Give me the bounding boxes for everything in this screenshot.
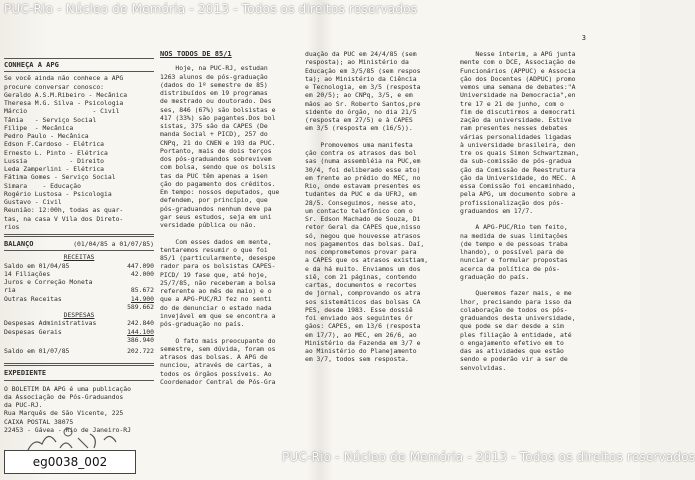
divider — [4, 250, 154, 251]
member-line: Pedro Paulo - Mecânica — [4, 132, 89, 140]
catalog-label: eg0038_002 — [4, 450, 136, 474]
member-line: Ernesto L. Pinto - Elétrica — [4, 148, 108, 157]
member-line: Rogério Lustosa - Psicologia — [4, 189, 112, 198]
middle-column — [160, 50, 308, 386]
meeting-info: Reunião: 12:00h, todas as quar- tas, na casa V Vila dos Direto- rios — [4, 206, 124, 231]
receitas-label: RECEITAS — [63, 253, 95, 262]
balance-period: (01/04/85 a 01/07/85) — [73, 240, 154, 248]
middle-column-2 — [305, 50, 450, 364]
receita-row — [4, 270, 154, 278]
receita-label: Juros e Correção Moneta ria — [4, 278, 93, 295]
receita-row — [4, 295, 154, 303]
despesa-label: Despesas Gerais — [4, 327, 62, 336]
member-line: Geraldo A.S.M.Ribeiro - Mecânica — [4, 90, 128, 99]
despesas-label: DESPESAS — [63, 311, 95, 319]
divider — [4, 71, 154, 72]
article-text-right: Nesse ínterim, a APG junta mente com o DCE, Associação de Funcionários (APPUC) e Associa ção dos Docentes (ADPUC) promo vemos uma semana de debates:"A Universidade na Democracia",en tre 17 e 21 de junho, com o fim de discutirmos a democrati zação da universidade. Estive ram presentes nesses debates várias personalidades ligadas à universidade brasileira, den tre os quais Simon Schwartzman, da sub-comissão de pós-gradua ção da Comissão de Reestrutura ção da Universidade, do MEC. A essa Comissão foi encaminhado, pela APG, um documento sobre a profissionalização dos pós- graduandos em 17/7. A APG-PUC/Rio tem feito, na medida de suas limitações (de tempo e de pessoas traba lhando), o possível para de nunciar e formular propostas acerca da política de pós- graduação do país. Queremos fazer mais, e me lhor, precisando para isso da colaboração de todos os pós- graduandos desta universidade, que pode se dar desde a sim ples filiação à entidade, até o engajamento efetivo em to das as atividades que estão sendo e poderão vir a ser de senvolvidas. — [460, 50, 580, 372]
despesa-row — [4, 319, 154, 327]
member-line: Edson F.Cardoso - Elétrica — [4, 140, 105, 149]
member-line: procure conversar conosco: — [4, 82, 105, 91]
conheca-title: CONHEÇA A APG — [4, 61, 59, 69]
member-line: Leda Zamperlini - Elétrica — [4, 165, 105, 173]
receitas-total-row — [4, 303, 154, 311]
expediente-text: O BOLETIM DA APG é uma publicação da Associação de Pós-Graduandos da PUC-RJ. Rua Marquês de São Vicente, 225 CAIXA POSTAL 38075 22453 - Gávea - Rio de Janeiro-RJ — [4, 384, 131, 434]
left-column — [4, 56, 154, 434]
receita-label: Saldo em 01/04/85 — [4, 261, 70, 270]
divider — [4, 234, 154, 237]
despesas-total-row — [4, 336, 154, 344]
divider — [4, 380, 154, 381]
article-text-continued: duação da PUC em 24/4/85 (sem resposta); ao Ministério da Educação em 3/5/85 (sem respos ta); ao Ministério da Ciência e Tecnologia, em 3/5 (resposta em 20/5); ao CNPq, 3/5, e em mãos ao Sr. Roberto Santos,pre sidente do órgão, no dia 21/5 (resposta em 27/5) e à CAPES em 3/5 (resposta em (16/5)). Promovemos uma manifesta ção contra os atrasos das bol sas (numa assembléia na PUC,em 30/4, foi deliberado esse ato) em frente ao prédio do MEC, no Rio, onde estavam presentes es tudantes da PUC e da UFRJ, em 28/5. Conseguimos, nesse ato, um contacto telefônico com o Sr. Edson Machado de Souza, Di retor Geral da CAPES que,nisso só, negou que houvesse atrasos nos pagamentos das bolsas. Daí, nos comprometemos provar para a CAPES que os atrasos existiam, e da há muito. Enviamos um dos siê, com 21 páginas, contendo cartas, documentos e recortes de jornal, comprovando os atra sos sistemáticos das bolsas CA PES, desde 1983. Esse dossiê foi enviado aos seguintes ór gãos: CAPES, em 13/6 (resposta em 17/7), ao MEC, em 26/6, ao Ministério da Fazenda em 3/7 e ao Ministério do Planejamento em 3/7, todos sem resposta. — [305, 50, 429, 364]
member-list — [4, 74, 154, 206]
receita-label: 14 Filiações — [4, 269, 51, 278]
receita-value: 447.090 — [127, 261, 154, 270]
watermark-top: PUC-Rio - Núcleo de Memória - 2013 - Todos os direitos reservados — [4, 2, 418, 16]
member-line: Filipe - Mecânica — [4, 123, 74, 132]
member-line: Gustavo - Civil — [4, 198, 62, 206]
right-column — [460, 50, 636, 372]
receita-value: 14.900 — [130, 294, 154, 303]
receita-value: 85.672 — [130, 286, 154, 295]
despesa-value: 144.100 — [127, 327, 154, 336]
member-line: Simara - Educação — [4, 181, 81, 190]
member-line: Se você ainda não conhece a APG — [4, 74, 124, 83]
member-line: Fátima Gomes - Serviço Social — [4, 173, 116, 182]
watermark-bottom: PUC-Rio - Núcleo de Memória - 2013 - Todos os direitos reservados — [282, 450, 695, 464]
saldo-value: 202.722 — [127, 347, 154, 355]
member-line: Márcio - Civil — [4, 107, 120, 116]
receita-row — [4, 262, 154, 270]
receita-value: 42.000 — [130, 269, 154, 278]
despesa-label: Despesas Administrativas — [4, 319, 97, 328]
expediente-title: EXPEDIENTE — [4, 369, 47, 378]
article-text: Hoje, na PUC-RJ, estudan 1263 alunos de pós-graduação (dados do 1º semestre de 85) distribuídos em 19 programas de mestrado ou doutorado. Des ses, 846 (67%) são bolsistas e 417 (33%) são pagantes.Dos bol sistas, 375 são da CAPES (De manda Social + PICD), 257 do CNPq, 21 do CNEN e 193 da PUC. Portanto, mais de dois terços dos pós-graduandos sobrevivem com bolsa, sendo que os bolsis tas da PUC têm apenas a isen ção do pagamento dos créditos. Em tempo: nossos deputados, que defendem, por princípio, que pós-graduandos nenhum deve pa gar seus estudos, seja em uni versidade pública ou não. Com esses dados em mente, tentaremos resumir o que foi 85/1 (particularmente, desespe rador para os bolsistas CAPES- PICD/ 19 fase que, até hoje, 25/7/85, não receberam a bolsa referente ao mês de maio) e o que a APG-PUC/RJ fez no senti do de denunciar o estado nada invejável em que se encontra a pós-graduação no país. O fato mais preocupante do semestre, sem dúvida, foram os atrasos das bolsas. A APG de nunciou, através de cartas, a todos os órgãos possíveis. Ao Coordenador Central de Pós-Gra — [160, 64, 280, 386]
receita-label: Outras Receitas — [4, 294, 62, 303]
article-title: NOS TODOS DE 85/1 — [160, 50, 232, 58]
balance-title: BALANÇO — [4, 240, 34, 248]
member-line: Theresa M.G. Silva - Psicologia — [4, 99, 124, 107]
member-line: Lussia - Direito — [4, 156, 105, 165]
despesa-value: 242.840 — [127, 319, 154, 328]
receitas-total: 589.662 — [127, 302, 154, 311]
despesa-row — [4, 328, 154, 336]
balance-header — [4, 240, 154, 248]
saldo-row — [4, 347, 154, 355]
page-number: 3 — [581, 34, 586, 42]
divider — [4, 363, 154, 366]
divider — [4, 58, 154, 59]
despesas-total: 386.940 — [127, 335, 154, 344]
member-line: Tânia - Serviço Social — [4, 115, 97, 124]
saldo-label: Saldo em 01/07/85 — [4, 347, 70, 355]
receita-row — [4, 278, 154, 295]
